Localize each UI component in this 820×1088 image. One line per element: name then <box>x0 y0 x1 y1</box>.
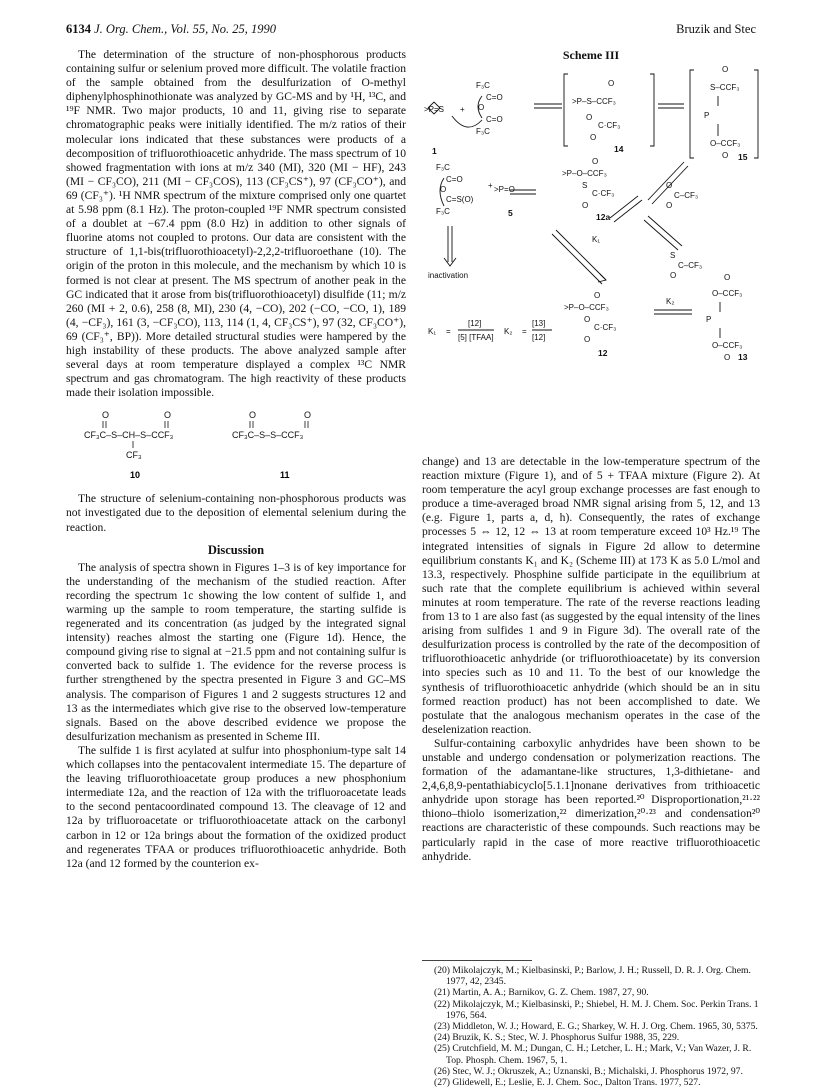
svg-text:O: O <box>724 353 731 362</box>
paragraph-selenium-products: The structure of selenium-containing non-phosphorous products was not investigated due to the deposition of elemental selenium during the reaction. <box>66 492 406 534</box>
svg-text:S–CCF₃: S–CCF₃ <box>710 83 740 92</box>
reference-item: (20) Mikolajczyk, M.; Kielbasinski, P.; Barlow, J. H.; Russell, D. R. J. Org. Chem. 1977, 42, 2345. <box>434 965 751 988</box>
svg-text:O: O <box>590 133 597 142</box>
svg-text:O: O <box>440 185 447 194</box>
svg-text:=: = <box>446 327 451 336</box>
scheme-iii <box>422 48 760 450</box>
svg-text:O: O <box>586 113 593 122</box>
svg-text:C=O: C=O <box>486 115 503 124</box>
svg-text:O: O <box>304 410 312 421</box>
structure-label-11: 11 <box>280 470 290 481</box>
left-column <box>66 48 406 871</box>
svg-text:O: O <box>608 79 615 88</box>
scheme-k2-arrow-label: K₂ <box>666 297 675 306</box>
scheme-label-5: 5 <box>508 208 513 218</box>
svg-text:O: O <box>594 291 601 300</box>
svg-text:O: O <box>724 273 731 282</box>
svg-text:O–CCF₃: O–CCF₃ <box>712 289 743 298</box>
reference-item: (25) Crutchfield, M. M.; Dungan, C. H.; Letcher, L. H.; Mark, V.; Van Wazer, J. R. Top. Phosph. Chem. 1967, 5, 1. <box>434 1043 752 1066</box>
scheme-inactivation: inactivation <box>428 271 469 280</box>
svg-text:O: O <box>584 335 591 344</box>
reference-item: (23) Middleton, W. J.; Howard, E. G.; Sharkey, W. H. J. Org. Chem. 1965, 30, 5375. <box>434 1021 758 1033</box>
reference-item: (24) Bruzik, K. S.; Stec, W. J. Phosphorus Sulfur 1988, 35, 229. <box>434 1032 680 1044</box>
svg-text:O: O <box>722 151 729 160</box>
svg-text:O: O <box>592 157 599 166</box>
svg-text:C–CF₃: C–CF₃ <box>674 191 699 200</box>
svg-text:+: + <box>460 105 465 114</box>
svg-text:O: O <box>666 181 673 190</box>
svg-text:CF₃: CF₃ <box>126 450 142 461</box>
header-authors: Bruzik and Stec <box>676 22 756 36</box>
journal-name: J. Org. Chem., <box>94 22 168 36</box>
scheme-label-14: 14 <box>614 144 624 154</box>
k2-numerator: [13] <box>532 319 546 328</box>
svg-text:C·CF₃: C·CF₃ <box>594 323 617 332</box>
paragraph-nonphosphorous-products: The determination of the structure of non-phosphorous products containing sulfur or selenium proved more difficult. The volatile fraction of the sample obtained from the desulfurization of O-methyl diphenylphosphinothionate was analyzed by GC-MS and by ¹H, ¹³C, and ¹⁹F NMR. Two major products, 10 and 11, giving rise to separate chromatographic peaks were initially identified. The m/z ratios of their molecular ions indicated that these substances were products of a decomposition of trifluorothioacetic anhydride. The mass spectrum of 10 showed fragmentation with ions at m/z 340 (MI), 320 (MI − HF), 243 (MI − CF₃CO), 211 (MI − CF₃COS), 113 (CF₃CS⁺), 97 (CF₃CO⁺), and 69 (CF₃⁺). ¹H NMR spectrum of the mixture comprised only one quartet at 5.98 ppm (8.1 Hz). The proton-coupled ¹⁹F NMR spectrum consisted of a doublet at −67.4 ppm (8.0 Hz) in addition to other signals of fluorine atoms not coupled to protons. Our data are consistent with the structure of 1,1-bis(trifluorothioacetyl)-2,2,2-trifluoroethane (10). The origin of the proton in this molecule, and the mechanism by which 10 is formed is not clear at present. The MS spectrum of another peak in the GC indicated that it arose from bis(trifluorothioacetyl) disulfide (11; m/z 260 (MI + 2, 0.6), 258 (8, MI), 230 (4, −CO), 202 (−CO, −CO, 1), 189 (4, −CF₃), 161 (3, −CF₃CO), 113, 114 (1, 4, CF₃CS⁺), 97 (32, CF₃CO⁺), 69 (CF₃⁺, BP)). More detailed structural studies were hampered by the high instability of these products. The above analyzed sample after several days at room temperature displayed a complex ¹³C NMR spectrum and gas chromatogram. The high reactivity of these products made their isolation impossible. <box>66 48 406 400</box>
svg-text:>P=O: >P=O <box>494 185 515 194</box>
k1-symbol: K₁ <box>428 327 437 336</box>
svg-text:O–CCF₃: O–CCF₃ <box>712 341 743 350</box>
k1-denominator: [5] [TFAA] <box>458 333 494 342</box>
svg-text:=: = <box>522 327 527 336</box>
svg-text:CF₃C–S–CH–S–CCF₃: CF₃C–S–CH–S–CCF₃ <box>84 430 174 441</box>
svg-text:P: P <box>704 111 710 120</box>
svg-text:>P=S: >P=S <box>424 105 445 114</box>
scheme-diagram <box>422 66 760 450</box>
svg-text:O: O <box>478 103 485 112</box>
scheme-k1-arrow-label: K₁ <box>592 235 601 244</box>
svg-text:O: O <box>164 410 172 421</box>
header-left <box>66 22 276 37</box>
svg-text:CF₃C–S–S–CCF₃: CF₃C–S–S–CCF₃ <box>232 430 304 441</box>
scheme-label-1: 1 <box>432 146 437 156</box>
svg-text:O: O <box>670 271 677 280</box>
svg-text:C·CF₃: C·CF₃ <box>598 121 621 130</box>
paragraph-sulfur-anhydrides: Sulfur-containing carboxylic anhydrides have been shown to be unstable and undergo condensation or polymerization reactions. The formation of the adamantane-like structures, 1,3-dithietane- and 2,4,6,8,9-pentathiabicyclo[5.1.1]nonane derivatives from trithioacetic anhydride upon storage has been reported.²⁰ Disproportionation,²¹·²² thiono–thiolo isomerization,²² dimerization,²⁰·²³ and condensation²⁰ reactions are characteristic of these compounds. Such reactions may be particularly rapid in the case of more reactive trifluorothioacetic anhydride. <box>422 736 760 863</box>
svg-text:C·CF₃: C·CF₃ <box>592 189 615 198</box>
svg-text:C=O: C=O <box>446 175 463 184</box>
structure-drawing <box>66 406 406 486</box>
k1-numerator: [12] <box>468 319 482 328</box>
svg-text:+: + <box>488 181 493 190</box>
page-number: 6134 <box>66 22 91 36</box>
svg-text:P: P <box>706 315 712 324</box>
section-title-discussion: Discussion <box>207 542 265 557</box>
reference-item: (22) Mikolajczyk, M.; Kielbasinski, P.; Shiebel, H. M. J. Chem. Soc. Perkin Trans. 1 1976, 564. <box>434 998 759 1021</box>
references <box>422 960 760 1088</box>
scheme-label-15: 15 <box>738 152 748 162</box>
svg-text:O: O <box>249 410 257 421</box>
svg-text:C=S(O): C=S(O) <box>446 195 474 204</box>
reference-item: (21) Martin, A. A.; Barnikov, G. Z. Chem. 1987, 27, 90. <box>434 987 649 999</box>
references-divider <box>422 960 532 961</box>
structures-10-11 <box>66 406 406 486</box>
svg-text:S: S <box>582 181 588 190</box>
svg-text:O: O <box>582 201 589 210</box>
svg-text:F₃C: F₃C <box>436 163 450 172</box>
paragraph-right-continuation: change) and 13 are detectable in the low-temperature spectrum of the reaction mixture (Figure 1), and of 5 + TFAA mixture (Figure 2). At room temperature the acyl group exchange processes are fast enough to produce a time-averaged broad NMR signal arising from 5, 12, and 13 (e.g. Figure 1, parts a, d, h). Consequently, the rates of exchange processes 5 ⇔ 12, 12 ⇔ 13 at room temperature exceed 10³ Hz.¹⁹ The integrated intensities of signals in Figure 2d allow to determine equilibrium constants K₁ and K₂ (Scheme III) at 173 K as 5.0 L/mol and 13.3, respectively. Phosphine sulfide participate in the equilibrium at such rate that the complete equilibrium is achieved within several minutes at room temperature. The rate of the reverse reactions leading from 13 to 1 are also fast (as suggested by the equal intensity of the lines arising from sulfides 1 and 9 in Figure 3d). The overall rate of the desulfurization process is controlled by the rate of the decomposition of trifluorothioacetic anhydride (or trifluorothioacetate) by its conversion into species such as 10 and 11. To the best of our knowledge the synthesis of trifluorothioacetic anhydride (which should be an in situ formed reaction product) has not been accomplished to date. We postulate that the analogous mechanism operates in the case of the deselenization reaction. <box>422 455 760 736</box>
scheme-label-12: 12 <box>598 348 608 358</box>
scheme-title: Scheme III <box>562 48 620 62</box>
svg-text:F₃C: F₃C <box>436 207 450 216</box>
svg-text:S: S <box>670 251 676 260</box>
right-column <box>422 455 760 864</box>
svg-text:F₃C: F₃C <box>476 127 490 136</box>
paragraph-discussion-2: The sulfide 1 is first acylated at sulfur into phosphonium-type salt 14 which collapses into the pentacovalent intermediate 15. The departure of the leaving trifluorothioacetate group produces a new phosphonium intermediate 12a, and the reaction of 12a with the trifluoroacetate leads to the second pentacoordinated compound 13. The cleavage of 12 and 12a by trifluoroacetate or trifluorothioacetate attack on the carbonyl carbon in 12 or 12a brings about the formation of the oxidized product and regenerates TFAA or produces trifluorothioacetic anhydride. Both 12a (and 12 formed by the counterion ex- <box>66 743 406 870</box>
svg-text:>P–S–CCF₃: >P–S–CCF₃ <box>572 97 616 106</box>
paragraph-discussion-1: The analysis of spectra shown in Figures 1–3 is of key importance for the understanding of the mechanism of the studied reaction. After recording the spectrum 1c showing the low content of sulfide 1, and warming up the sample to room temperature, the starting sulfide is regenerated and its concentration (as judged by the integrated signal intensity) reaches almost the starting one (Figure 1d). Hence, the compound giving rise to signal at −21.5 ppm and not containing sulfur is converted back to sulfide 1. The evidence for the reverse process is further strengthened by the spectra presented in Figure 3 and GC–MS analysis. The comparison of Figures 1 and 2 suggests structures 12 and 13 as the intermediates which give rise to the observed low-temperature signals. Based on the above described evidence we propose the desulfurization mechanism as presented in Scheme III. <box>66 560 406 743</box>
svg-text:O: O <box>666 201 673 210</box>
svg-text:O: O <box>722 66 729 74</box>
scheme-label-12a: 12a <box>596 212 611 222</box>
svg-text:C=O: C=O <box>486 93 503 102</box>
k2-denominator: [12] <box>532 333 546 342</box>
svg-text:>P–O–CCF₃: >P–O–CCF₃ <box>562 169 607 178</box>
svg-text:F₃C: F₃C <box>476 81 490 90</box>
svg-text:O: O <box>102 410 110 421</box>
svg-text:O–CCF₃: O–CCF₃ <box>710 139 741 148</box>
reference-item: (27) Glidewell, E.; Leslie, E. J. Chem. Soc., Dalton Trans. 1977, 527. <box>434 1077 701 1088</box>
svg-text:C–CF₃: C–CF₃ <box>678 261 703 270</box>
structure-label-10: 10 <box>130 470 141 481</box>
reference-item: (26) Stec, W. J.; Okruszek, A.; Uznanski, B.; Michalski, J. Phosphorus 1972, 97. <box>434 1065 743 1077</box>
k2-symbol: K₂ <box>504 327 513 336</box>
scheme-label-13: 13 <box>738 352 748 362</box>
svg-text:>P–O–CCF₃: >P–O–CCF₃ <box>564 303 609 312</box>
svg-text:O: O <box>584 315 591 324</box>
page-header <box>66 22 756 38</box>
journal-volume: Vol. 55, No. 25, 1990 <box>170 22 276 36</box>
